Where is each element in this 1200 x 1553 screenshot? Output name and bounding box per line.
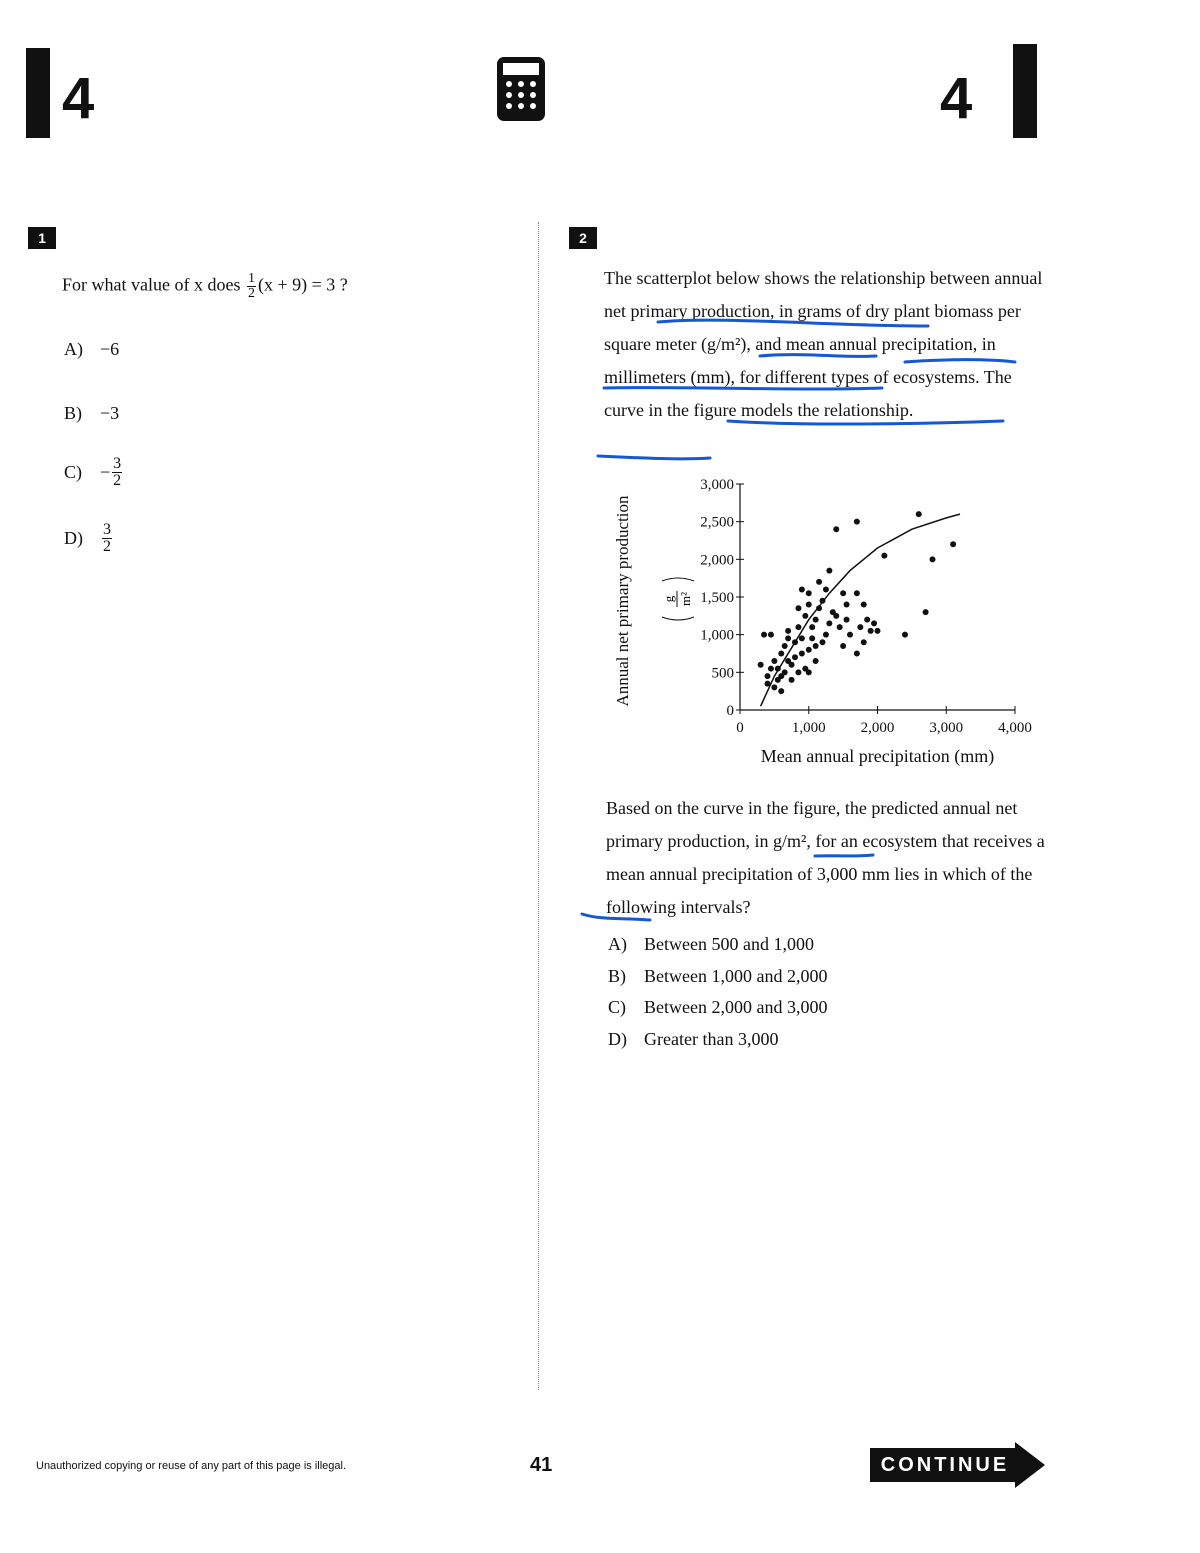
data-point [823, 632, 829, 638]
y-unit-numerator: g [661, 595, 676, 603]
choice-sign: − [100, 462, 111, 482]
choice-label: B) [608, 966, 626, 986]
data-point [930, 556, 936, 562]
data-point [823, 586, 829, 592]
data-point [826, 568, 832, 574]
data-point [789, 662, 795, 668]
data-point [789, 677, 795, 683]
x-tick-label: 0 [736, 720, 744, 736]
choice-value: −6 [100, 339, 120, 359]
choice-label: A) [64, 339, 83, 359]
data-point [902, 632, 908, 638]
data-point [950, 541, 956, 547]
data-point [861, 639, 867, 645]
data-point [806, 669, 812, 675]
data-point [765, 673, 771, 679]
data-point [854, 651, 860, 657]
data-point [802, 613, 808, 619]
data-point [782, 643, 788, 649]
question-number-1: 1 [28, 227, 56, 249]
section-number-left: 4 [62, 66, 95, 131]
data-point [844, 617, 850, 623]
data-point [761, 632, 767, 638]
x-tick-label: 1,000 [791, 720, 826, 736]
choice-label: A) [608, 934, 627, 954]
data-point [826, 620, 832, 626]
data-point [771, 684, 777, 690]
fraction-numerator: 1 [247, 271, 255, 286]
y-tick-label: 1,500 [700, 590, 734, 606]
y-tick-label: 0 [726, 703, 734, 719]
choice-text: Between 2,000 and 3,000 [644, 997, 828, 1017]
x-tick-label: 3,000 [929, 720, 964, 736]
y-tick-label: 1,000 [700, 627, 734, 644]
y-axis-label: Annual net primary production [613, 495, 632, 707]
y-tick-label: 2,000 [700, 552, 734, 569]
data-point [837, 624, 843, 630]
q2-choice-d[interactable] [608, 1029, 778, 1050]
data-point [864, 617, 870, 623]
question-number-2: 2 [569, 227, 597, 249]
data-point [799, 635, 805, 641]
fraction-numerator: 3 [113, 455, 122, 472]
data-point [868, 628, 874, 634]
y-tick-label: 500 [711, 665, 734, 682]
q2-choice-c[interactable] [608, 997, 827, 1018]
q2-choice-b[interactable] [608, 966, 827, 987]
data-point [847, 632, 853, 638]
fraction-denominator: 2 [247, 286, 255, 301]
data-point [833, 613, 839, 619]
fraction-numerator: 3 [103, 521, 111, 538]
choice-label: C) [608, 997, 626, 1017]
choice-text: Greater than 3,000 [644, 1029, 779, 1049]
choice-label: D) [608, 1029, 627, 1049]
section-number-right: 4 [940, 66, 973, 131]
data-point [795, 669, 801, 675]
y-unit-denominator: m² [678, 591, 693, 607]
data-point [806, 647, 812, 653]
question-1-stem-suffix: (x + 9) = 3 ? [257, 274, 348, 295]
data-point [792, 654, 798, 660]
data-point [799, 651, 805, 657]
data-point [795, 605, 801, 611]
x-axis-label: Mean annual precipitation (mm) [760, 746, 995, 766]
data-point [778, 688, 784, 694]
data-point [844, 602, 850, 608]
data-point [816, 579, 822, 585]
data-point [875, 628, 881, 634]
data-point [785, 628, 791, 634]
data-point [861, 602, 867, 608]
fraction-denominator: 2 [103, 538, 111, 555]
question-2-prompt: Based on the curve in the figure, the predicted annual net primary production, in g/m², for an ecosystem that receives a mean annual precipitation of 3,000 mm lies in which of the following intervals? [606, 798, 1045, 917]
choice-value: −3 [100, 403, 120, 423]
data-point [923, 609, 929, 615]
data-point [778, 673, 784, 679]
data-point [813, 658, 819, 664]
data-point [806, 590, 812, 596]
data-point [840, 590, 846, 596]
y-tick-label: 3,000 [700, 477, 734, 493]
copyright-notice: Unauthorized copying or reuse of any part of this page is illegal. [36, 1460, 347, 1472]
q2-choice-a[interactable] [608, 934, 814, 955]
data-point [813, 617, 819, 623]
fraction-denominator: 2 [113, 472, 122, 489]
question-2-intro: The scatterplot below shows the relationship between annual net primary production, in grams of dry plant biomass per square meter (g/m²), and mean annual precipitation, in millimeters (mm), for different types of ecosystems. The curve in the figure models the relationship. [604, 268, 1043, 420]
data-point [785, 635, 791, 641]
data-point [857, 624, 863, 630]
data-point [854, 590, 860, 596]
data-point [813, 643, 819, 649]
data-point [806, 602, 812, 608]
data-point [809, 635, 815, 641]
data-point [833, 526, 839, 532]
data-point [768, 666, 774, 672]
y-tick-label: 2,500 [700, 514, 734, 531]
page-number: 41 [530, 1454, 553, 1476]
data-point [820, 639, 826, 645]
continue-banner [870, 1442, 1045, 1488]
choice-text: Between 500 and 1,000 [644, 934, 814, 954]
data-point [854, 519, 860, 525]
data-point [799, 586, 805, 592]
question-1-stem-prefix: For what value of x does [62, 274, 241, 295]
data-point [840, 643, 846, 649]
data-point [778, 651, 784, 657]
choice-text: Between 1,000 and 2,000 [644, 966, 828, 986]
scatterplot-chart [600, 470, 1050, 770]
choice-label: C) [64, 462, 82, 482]
data-point [771, 658, 777, 664]
data-point [795, 624, 801, 630]
data-point [871, 620, 877, 626]
data-point [881, 553, 887, 559]
choice-label: D) [64, 528, 83, 548]
choice-label: B) [64, 403, 82, 423]
data-point [768, 632, 774, 638]
x-tick-label: 2,000 [860, 720, 895, 736]
data-point [758, 662, 764, 668]
continue-label: CONTINUE [880, 1454, 1010, 1476]
x-tick-label: 4,000 [998, 720, 1032, 736]
data-point [809, 624, 815, 630]
y-axis-unit [661, 578, 694, 620]
data-point [916, 511, 922, 517]
